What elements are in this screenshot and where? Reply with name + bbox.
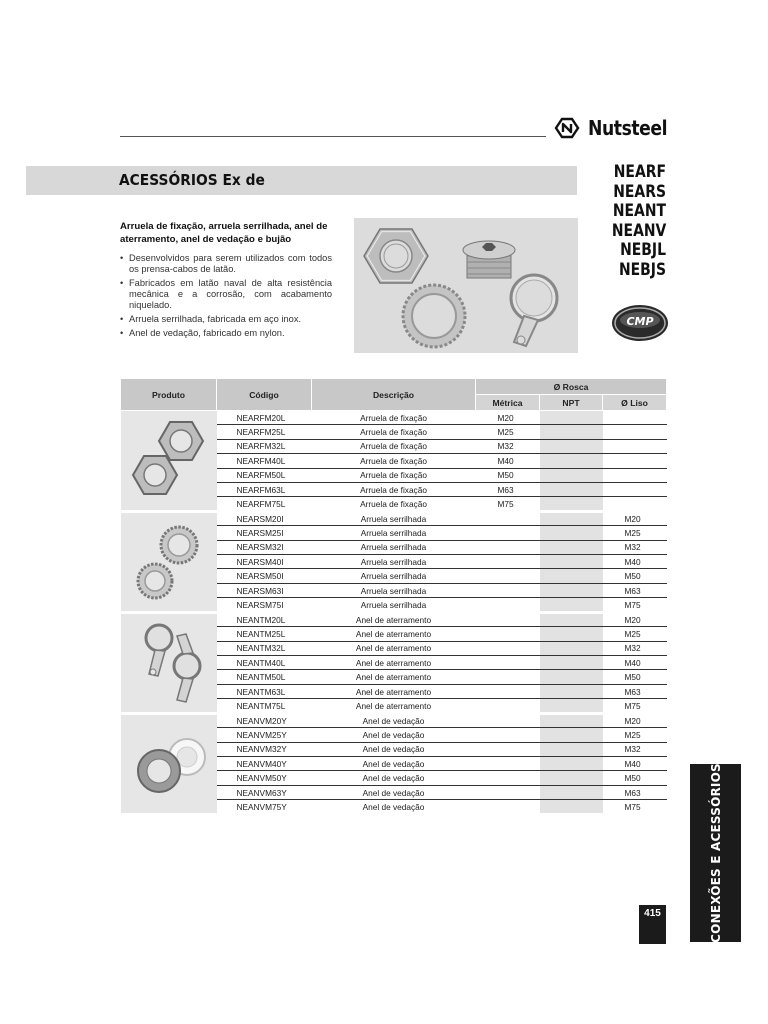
- cell-npt: [540, 526, 603, 540]
- cell-descricao: Arruela serrilhada: [312, 569, 476, 583]
- header-codigo: Código: [217, 379, 312, 411]
- cell-npt: [540, 454, 603, 468]
- cell-descricao: Anel de aterramento: [312, 612, 476, 626]
- product-table: [120, 378, 667, 816]
- cell-codigo: NEANTM20L: [217, 612, 312, 626]
- cell-metrica: [476, 540, 540, 554]
- cell-npt: [540, 771, 603, 785]
- header-metrica: Métrica: [476, 395, 540, 411]
- cell-descricao: Arruela de fixação: [312, 454, 476, 468]
- cell-npt: [540, 598, 603, 612]
- cell-codigo: NEANVM20Y: [217, 713, 312, 727]
- cell-npt: [540, 785, 603, 799]
- cell-codigo: NEANTM40L: [217, 656, 312, 670]
- cell-descricao: Arruela de fixação: [312, 468, 476, 482]
- brand-name: Nutsteel: [588, 116, 668, 140]
- feature-item: • Anel de vedação, fabricado em nylon.: [120, 328, 332, 339]
- cell-descricao: Anel de vedação: [312, 728, 476, 742]
- cell-liso: M63: [603, 785, 667, 799]
- cell-metrica: M32: [476, 439, 540, 453]
- cell-npt: [540, 612, 603, 626]
- cell-codigo: NEARFM32L: [217, 439, 312, 453]
- cmp-badge-icon: [610, 303, 670, 343]
- cell-codigo: NEANVM50Y: [217, 771, 312, 785]
- feature-item: • Fabricados em latão naval de alta resistência mecânica e a corrosão, com acabamento niquelado.: [120, 278, 332, 312]
- cell-liso: M50: [603, 670, 667, 684]
- accessories-photo-icon: [354, 218, 578, 353]
- product-image-cell: [121, 612, 217, 713]
- cell-descricao: Arruela de fixação: [312, 439, 476, 453]
- product-code: NEBJS: [618, 259, 666, 280]
- header-npt: NPT: [540, 395, 603, 411]
- cell-npt: [540, 555, 603, 569]
- cell-descricao: Arruela de fixação: [312, 497, 476, 511]
- cell-npt: [540, 699, 603, 713]
- cell-descricao: Anel de aterramento: [312, 627, 476, 641]
- cell-npt: [540, 468, 603, 482]
- feature-item: • Desenvolvidos para serem utilizados com todos os prensa-cabos de latão.: [120, 253, 332, 275]
- cell-liso: M32: [603, 540, 667, 554]
- section-title-bar: [26, 166, 577, 195]
- cell-descricao: Anel de vedação: [312, 785, 476, 799]
- cell-codigo: NEANVM32Y: [217, 742, 312, 756]
- cell-liso: [603, 439, 667, 453]
- cell-liso: M25: [603, 728, 667, 742]
- cell-npt: [540, 511, 603, 525]
- product-code: NEARS: [613, 181, 666, 202]
- cell-metrica: [476, 511, 540, 525]
- cell-liso: M50: [603, 771, 667, 785]
- table-row: [121, 612, 667, 626]
- cell-codigo: NEARSM63I: [217, 583, 312, 597]
- cell-descricao: Anel de vedação: [312, 771, 476, 785]
- cell-metrica: M40: [476, 454, 540, 468]
- cell-liso: M40: [603, 757, 667, 771]
- cell-descricao: Anel de vedação: [312, 757, 476, 771]
- cell-codigo: NEARFM75L: [217, 497, 312, 511]
- cell-metrica: [476, 742, 540, 756]
- table-row: [121, 713, 667, 727]
- brand-logo: [552, 116, 680, 140]
- cell-descricao: Arruela de fixação: [312, 482, 476, 496]
- cell-codigo: NEANVM63Y: [217, 785, 312, 799]
- cell-codigo: NEANVM75Y: [217, 800, 312, 814]
- cell-npt: [540, 728, 603, 742]
- cell-codigo: NEARSM75I: [217, 598, 312, 612]
- cell-descricao: Anel de aterramento: [312, 684, 476, 698]
- product-code: NEARF: [613, 162, 666, 182]
- badge-text: CMP: [626, 315, 654, 328]
- product-codes: [600, 163, 666, 280]
- cell-descricao: Arruela serrilhada: [312, 526, 476, 540]
- cell-npt: [540, 800, 603, 814]
- cell-npt: [540, 757, 603, 771]
- cell-liso: M32: [603, 641, 667, 655]
- cell-metrica: [476, 684, 540, 698]
- cell-descricao: Arruela serrilhada: [312, 598, 476, 612]
- cell-codigo: NEARSM20I: [217, 511, 312, 525]
- cell-npt: [540, 627, 603, 641]
- cell-codigo: NEARFM50L: [217, 468, 312, 482]
- product-code: NEANT: [612, 201, 666, 221]
- cell-metrica: [476, 713, 540, 727]
- serrated-washer-icon: [129, 601, 209, 611]
- cell-npt: [540, 684, 603, 698]
- cell-descricao: Anel de aterramento: [312, 656, 476, 670]
- cell-descricao: Anel de aterramento: [312, 670, 476, 684]
- cell-liso: [603, 454, 667, 468]
- cell-metrica: [476, 656, 540, 670]
- header-rosca: Ø Rosca: [476, 379, 667, 395]
- sealing-ring-icon: [129, 803, 209, 813]
- cell-metrica: [476, 612, 540, 626]
- feature-item: • Arruela serrilhada, fabricada em aço inox.: [120, 314, 332, 325]
- cell-codigo: NEARFM63L: [217, 482, 312, 496]
- cell-npt: [540, 482, 603, 496]
- product-code: NEANV: [611, 220, 667, 241]
- cell-npt: [540, 583, 603, 597]
- cell-codigo: NEARSM50I: [217, 569, 312, 583]
- cell-npt: [540, 569, 603, 583]
- cell-codigo: NEANTM50L: [217, 670, 312, 684]
- cell-codigo: NEARSM32I: [217, 540, 312, 554]
- cell-metrica: [476, 771, 540, 785]
- cell-npt: [540, 411, 603, 425]
- cell-metrica: M50: [476, 468, 540, 482]
- cell-npt: [540, 497, 603, 511]
- cell-codigo: NEANVM40Y: [217, 757, 312, 771]
- header-liso: Ø Liso: [603, 395, 667, 411]
- page-title: ACESSÓRIOS Ex de: [119, 171, 265, 189]
- product-photo: [354, 218, 578, 353]
- cell-descricao: Anel de aterramento: [312, 699, 476, 713]
- cell-codigo: NEARFM25L: [217, 425, 312, 439]
- cell-npt: [540, 656, 603, 670]
- product-code: NEBJL: [620, 240, 666, 260]
- product-image-cell: [121, 511, 217, 612]
- cell-metrica: [476, 569, 540, 583]
- table-row: [121, 411, 667, 425]
- cell-descricao: Arruela serrilhada: [312, 583, 476, 597]
- cell-descricao: Anel de vedação: [312, 742, 476, 756]
- table-row: [121, 511, 667, 525]
- cell-metrica: M75: [476, 497, 540, 511]
- cell-descricao: Anel de aterramento: [312, 641, 476, 655]
- feature-list: [120, 253, 332, 339]
- cell-liso: M75: [603, 699, 667, 713]
- cell-metrica: [476, 728, 540, 742]
- cell-liso: M25: [603, 526, 667, 540]
- cell-metrica: [476, 757, 540, 771]
- earth-tag-icon: [129, 702, 209, 712]
- cell-descricao: Arruela de fixação: [312, 411, 476, 425]
- cell-metrica: M63: [476, 482, 540, 496]
- cell-liso: M75: [603, 800, 667, 814]
- cell-metrica: [476, 641, 540, 655]
- cell-liso: M32: [603, 742, 667, 756]
- header-produto: Produto: [121, 379, 217, 411]
- cell-metrica: M20: [476, 411, 540, 425]
- cell-descricao: Anel de vedação: [312, 713, 476, 727]
- cell-metrica: [476, 555, 540, 569]
- cell-liso: [603, 497, 667, 511]
- cell-liso: [603, 468, 667, 482]
- cell-npt: [540, 540, 603, 554]
- cell-liso: M40: [603, 555, 667, 569]
- cell-codigo: NEANTM32L: [217, 641, 312, 655]
- cell-liso: [603, 425, 667, 439]
- cell-npt: [540, 641, 603, 655]
- cell-metrica: [476, 526, 540, 540]
- cell-liso: M63: [603, 684, 667, 698]
- cell-descricao: Anel de vedação: [312, 800, 476, 814]
- cell-codigo: NEANTM75L: [217, 699, 312, 713]
- cell-npt: [540, 425, 603, 439]
- product-image-cell: [121, 713, 217, 814]
- cell-liso: [603, 411, 667, 425]
- cell-liso: M20: [603, 713, 667, 727]
- nutsteel-logo-icon: [552, 116, 582, 140]
- cell-codigo: NEARFM20L: [217, 411, 312, 425]
- cell-codigo: NEARSM40I: [217, 555, 312, 569]
- header-rule: [120, 136, 546, 137]
- cell-npt: [540, 670, 603, 684]
- cell-npt: [540, 742, 603, 756]
- cell-liso: M40: [603, 656, 667, 670]
- product-image-cell: [121, 411, 217, 512]
- cell-npt: [540, 713, 603, 727]
- cell-npt: [540, 439, 603, 453]
- cell-liso: M25: [603, 627, 667, 641]
- side-tab-label: CONEXÕES E ACESSÓRIOS: [708, 763, 723, 943]
- cell-metrica: [476, 583, 540, 597]
- cell-metrica: [476, 785, 540, 799]
- intro-heading: Arruela de fixação, arruela serrilhada, anel de aterramento, anel de vedação e bujão: [120, 221, 328, 245]
- cell-descricao: Arruela de fixação: [312, 425, 476, 439]
- section-side-tab: [690, 764, 741, 942]
- cell-liso: [603, 482, 667, 496]
- cell-liso: M63: [603, 583, 667, 597]
- cell-descricao: Arruela serrilhada: [312, 540, 476, 554]
- cell-codigo: NEARFM40L: [217, 454, 312, 468]
- cell-liso: M20: [603, 511, 667, 525]
- cell-metrica: M25: [476, 425, 540, 439]
- cell-codigo: NEARSM25I: [217, 526, 312, 540]
- cell-metrica: [476, 699, 540, 713]
- cell-metrica: [476, 598, 540, 612]
- cell-liso: M50: [603, 569, 667, 583]
- intro-block: [120, 221, 332, 341]
- cell-metrica: [476, 627, 540, 641]
- cell-liso: M20: [603, 612, 667, 626]
- cell-descricao: Arruela serrilhada: [312, 555, 476, 569]
- header-descricao: Descrição: [312, 379, 476, 411]
- hex-nut-icon: [129, 499, 209, 509]
- cell-metrica: [476, 800, 540, 814]
- cell-descricao: Arruela serrilhada: [312, 511, 476, 525]
- cell-codigo: NEANTM63L: [217, 684, 312, 698]
- page-number: 415: [639, 905, 666, 944]
- cell-metrica: [476, 670, 540, 684]
- cell-liso: M75: [603, 598, 667, 612]
- cell-codigo: NEANTM25L: [217, 627, 312, 641]
- cell-codigo: NEANVM25Y: [217, 728, 312, 742]
